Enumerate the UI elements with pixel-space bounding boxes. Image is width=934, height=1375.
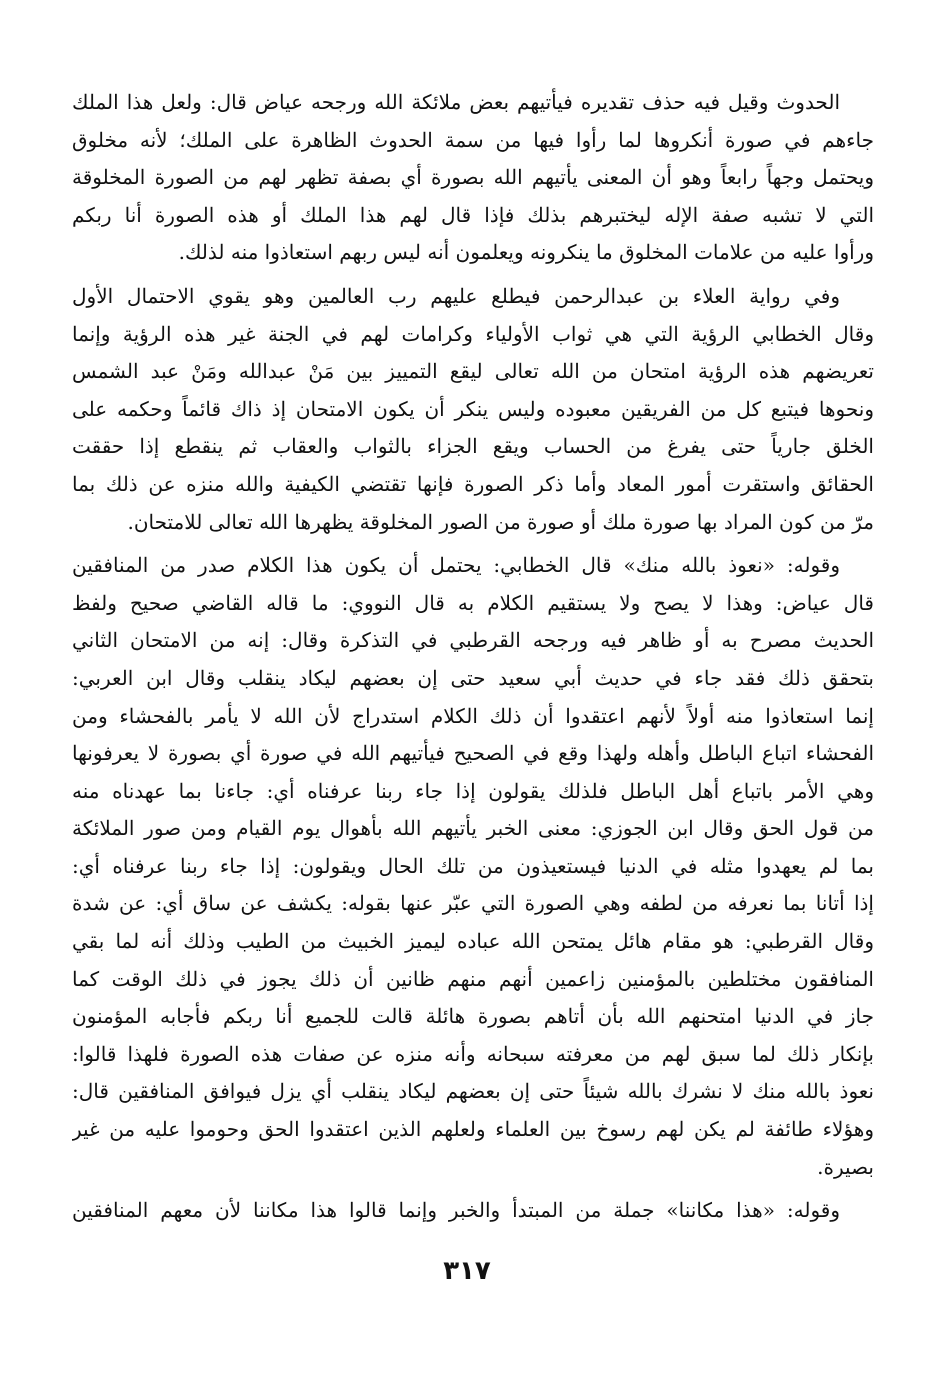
- text-line: الحديث مصرح به أو ظاهر فيه ورجحه القرطبي في التذكرة وقال: إنه من الامتحان الثاني: [72, 628, 874, 653]
- text-line: جاءهم في صورة أنكروها لما رأوا فيها من سمة الحدوث الظاهرة على الملك؛ لأنه مخلوق: [72, 127, 874, 152]
- text-line: إذا أتانا بما نعرفه من لطفه وهي الصورة التي عبّر عنها بقوله: يكشف عن ساق أي: عن شدة: [72, 891, 874, 916]
- text-line: الحقائق واستقرت أمور المعاد وأما ذكر الصورة فإنها تقتضي الكيفية والله منزه عن ذلك بما: [72, 471, 874, 496]
- text-line: ورأوا عليه من علامات المخلوق ما ينكرونه ويعلمون أنه ليس ربهم استعاذوا منه لذلك.: [178, 240, 874, 265]
- paragraph-1: [72, 84, 874, 272]
- text-line: بإنكار ذلك لما سبق لهم من معرفته سبحانه وأنه منزه عن صفات هذه الصورة فلهذا قالوا:: [72, 1041, 874, 1066]
- paragraph-2: [72, 278, 874, 541]
- text-line: جاز في الدنيا امتحنهم الله بأن أتاهم بصورة هائلة قالت للجميع أنا ربكم فأجابه المؤمنون: [72, 1004, 874, 1029]
- text-line: بما لم يعهدوا مثله في الدنيا فيستعيذون من تلك الحال ويقولون: إذا جاء ربنا عرفناه أي:: [72, 853, 874, 878]
- text-line: قال عياض: وهذا لا يصح ولا يستقيم الكلام به قال النووي: ما قاله القاضي صحيح ولفظ: [72, 590, 874, 615]
- text-line: المنافقون مختلطين بالمؤمنين زاعمين أنهم منهم ظانين أن ذلك يجوز في ذلك الوقت كما: [72, 966, 874, 991]
- text-line: وقال الخطابي الرؤية التي هي ثواب الأولياء وكرامات لهم في الجنة غير هذه الرؤية وإنما: [72, 321, 874, 346]
- paragraph-3: [72, 547, 874, 1186]
- page-number: ٣١٧: [443, 1256, 491, 1286]
- page-body: [72, 84, 874, 1230]
- text-line: إنما استعاذوا منه أولاً لأنهم اعتقدوا أن ذلك الكلام استدراج لأن الله لا يأمر بالفحشاء ومن: [72, 703, 874, 728]
- text-line: ونحوها فيتبع كل من الفريقين معبوده وليس ينكر أن يكون الامتحان إذ ذاك قائماً وحكمه على: [72, 396, 874, 421]
- text-line: تعريضهم هذه الرؤية امتحان من الله تعالى ليقع التمييز بين مَنْ عبدالله ومَنْ عبد الشمس: [72, 359, 874, 384]
- text-line: الخلق جارياً حتى يفرغ من الحساب ويقع الجزاء بالثواب والعقاب ثم ينقطع إذا حققت: [72, 434, 874, 459]
- text-line: ويحتمل وجهاً رابعاً وهو أن المعنى يأتيهم الله بصورة أي بصفة تظهر لهم من الصورة المخلوقة: [72, 165, 874, 190]
- text-line: من قول الحق وقال ابن الجوزي: معنى الخبر يأتيهم الله بأهوال يوم القيام ومن صور الملائكة: [72, 816, 874, 841]
- text-line: وقوله: «هذا مكاننا» جملة من المبتدأ والخبر وإنما قالوا هذا مكاننا لأن معهم المنافقين: [72, 1198, 840, 1223]
- text-line: وقوله: «نعوذ بالله منك» قال الخطابي: يحتمل أن يكون هذا الكلام صدر من المنافقين: [72, 553, 840, 578]
- text-line: نعوذ بالله منك لا نشرك بالله شيئاً حتى إن بعضهم ليكاد ينقلب أي يزل فيوافق المنافقين قال:: [72, 1079, 874, 1104]
- text-line: وهؤلاء طائفة لم يكن لهم رسوخ بين العلماء ولعلهم الذين اعتقدوا الحق وحوموا عليه من غير: [72, 1117, 874, 1142]
- text-line: الفحشاء اتباع الباطل وأهله ولهذا وقع في الصحيح فيأتيهم الله في صورة أي بصورة لا يعرفونها: [72, 741, 874, 766]
- text-line: مرّ من كون المراد بها صورة ملك أو صورة من الصور المخلوقة يظهرها الله تعالى للامتحان.: [127, 509, 874, 534]
- text-line: وفي رواية العلاء بن عبدالرحمن فيطلع عليهم رب العالمين وهو يقوي الاحتمال الأول: [72, 283, 840, 308]
- text-line: الحدوث وقيل فيه حذف تقديره فيأتيهم بعض ملائكة الله ورجحه عياض قال: ولعل هذا الملك: [72, 90, 840, 114]
- paragraph-4: [72, 1192, 874, 1230]
- text-line: بصيرة.: [817, 1154, 874, 1179]
- text-line: التي لا تشبه صفة الإله ليختبرهم بذلك فإذا قال لهم هذا الملك أو هذه الصورة أنا ربكم: [72, 202, 874, 227]
- text-line: وهي الأمر باتباع أهل الباطل فلذلك يقولون إذا جاء ربنا عرفناه أي: جاءنا بما عهدناه منه: [72, 778, 874, 803]
- text-line: وقال القرطبي: هو مقام هائل يمتحن الله عباده ليميز الخبيث من الطيب وذلك أنه لما بقي: [72, 929, 874, 954]
- text-line: بتحقق ذلك فقد جاء في حديث أبي سعيد حتى إن بعضهم ليكاد ينقلب وقال ابن العربي:: [72, 665, 874, 690]
